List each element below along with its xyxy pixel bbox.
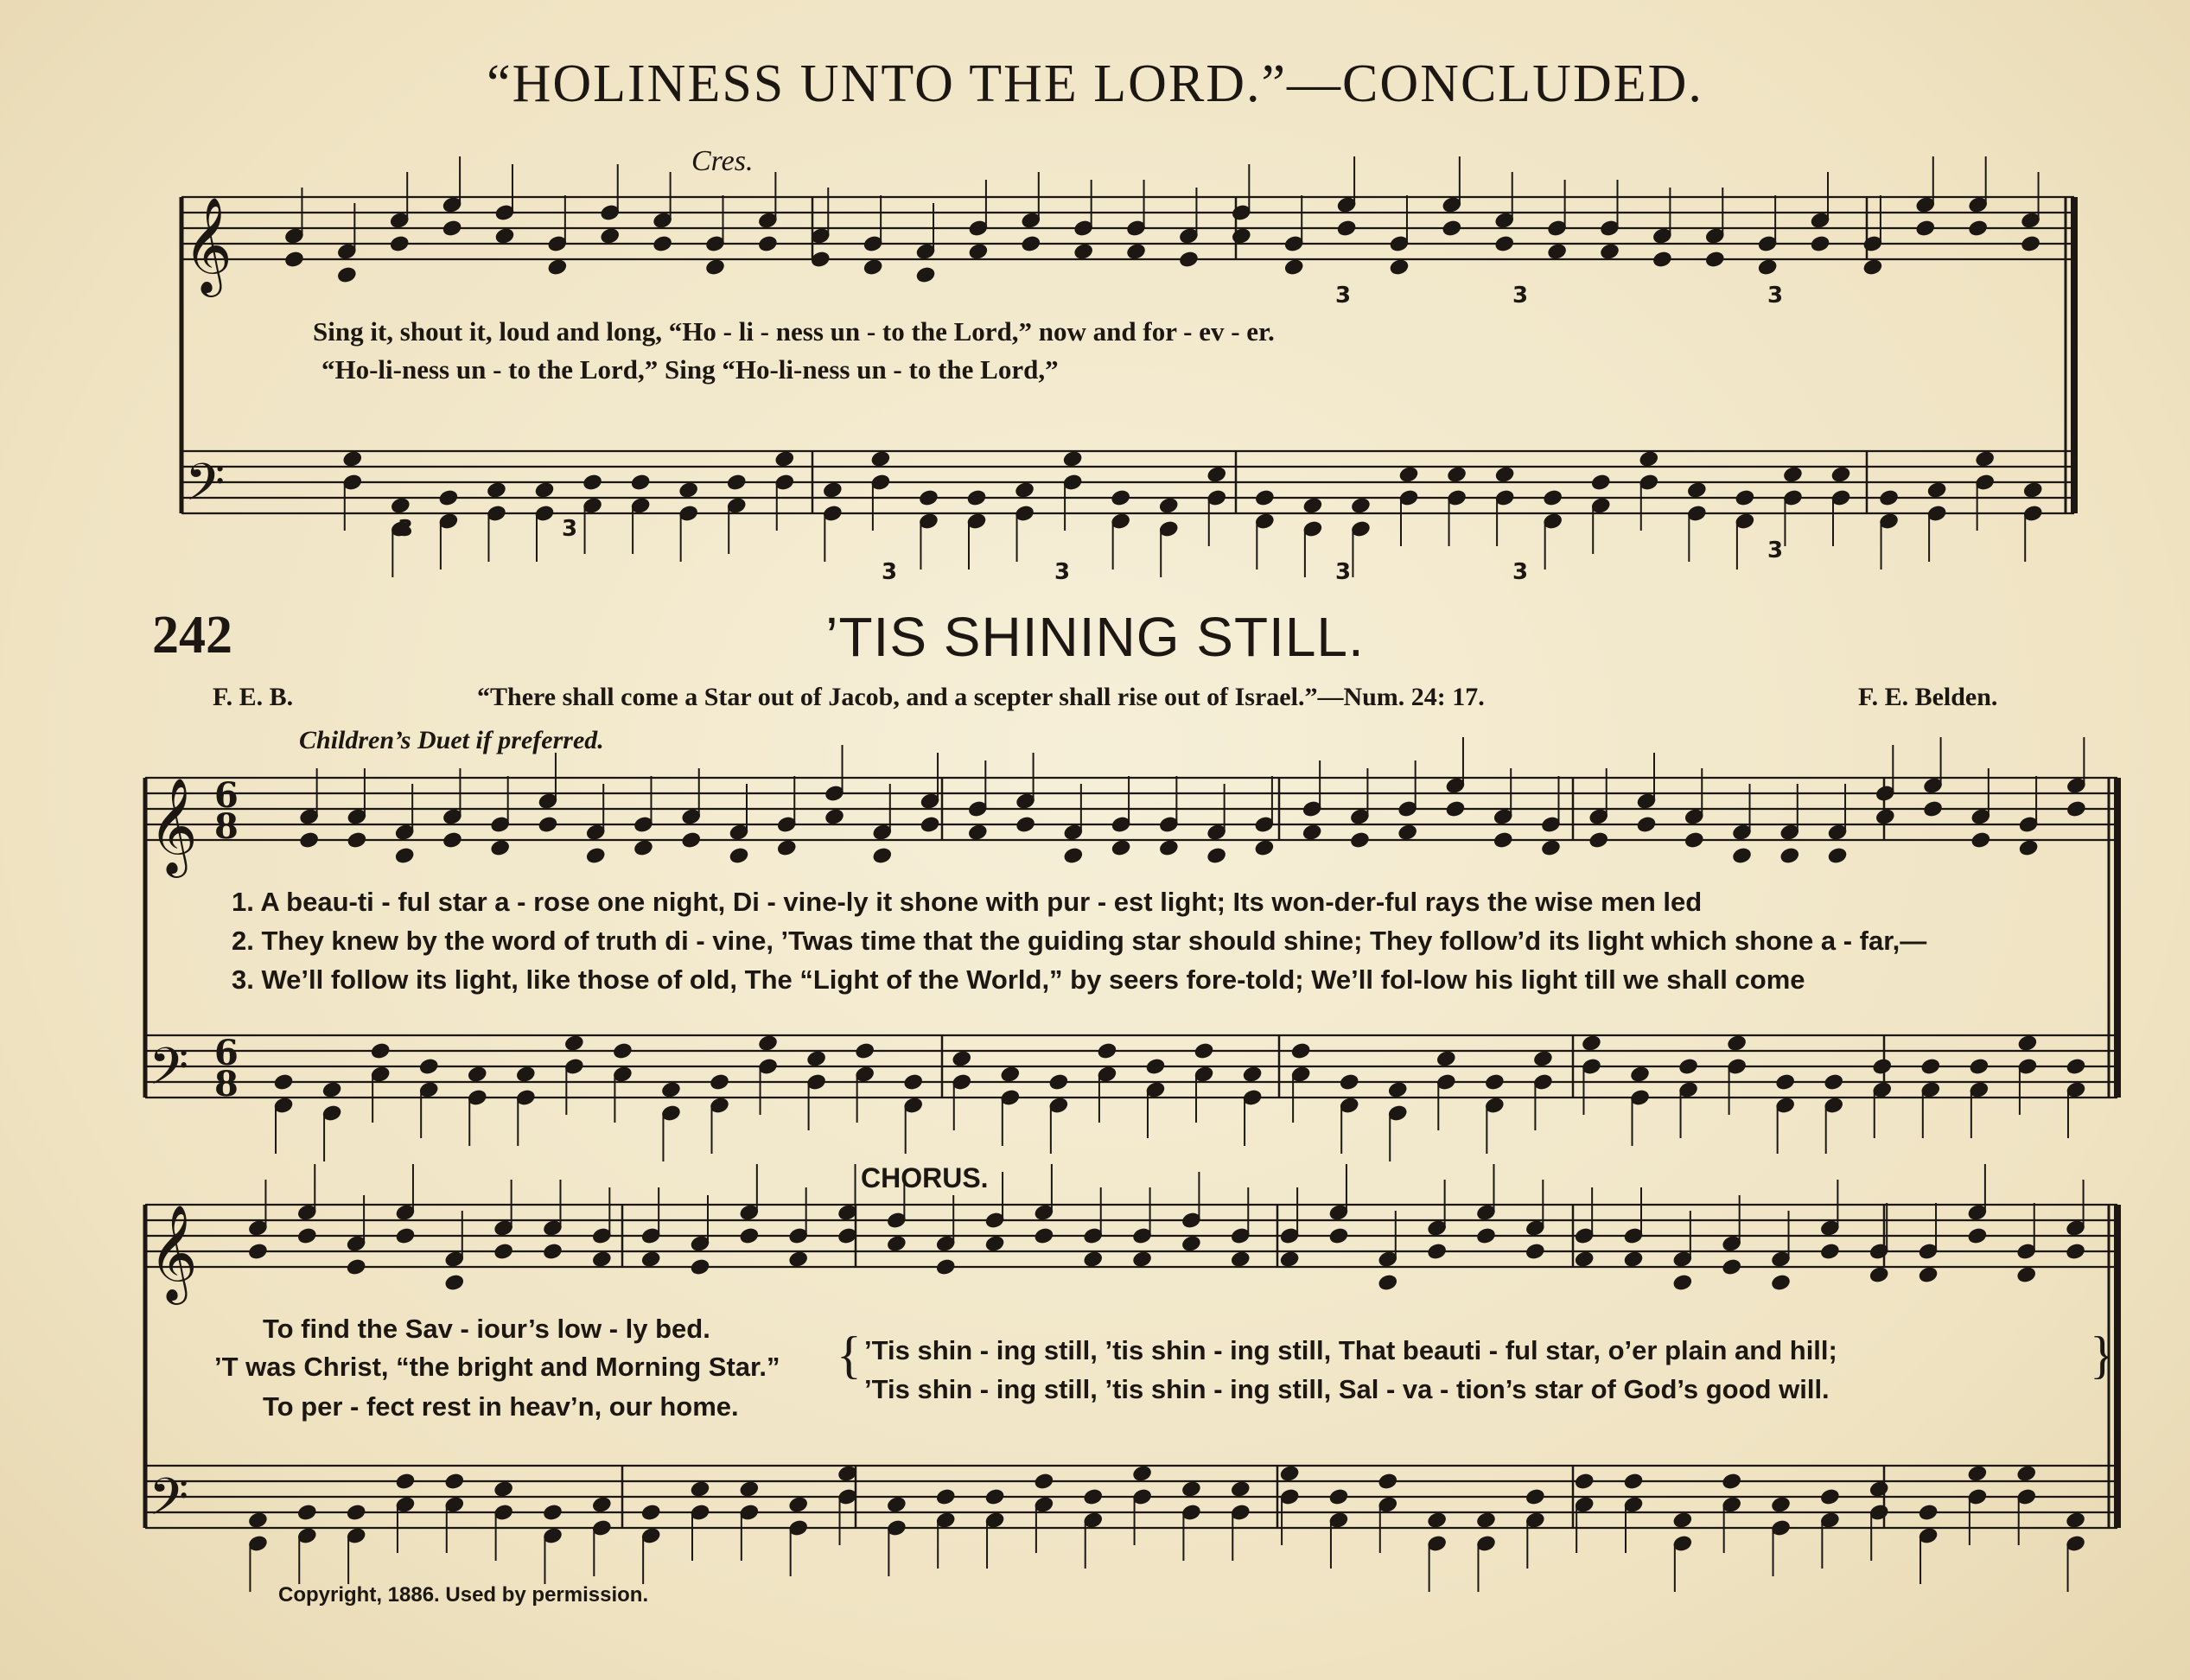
note-head — [1581, 1034, 1601, 1053]
triplet-mark: 3 — [1512, 283, 1529, 309]
note-head — [1543, 489, 1563, 507]
clef-symbol: 𝄢 — [185, 452, 226, 525]
note-head — [1827, 847, 1848, 865]
note-head — [336, 266, 357, 284]
note-head — [1757, 258, 1778, 277]
note-head — [1230, 1480, 1251, 1499]
chorus-line-1: ’Tis shin - ing still, ’tis shin - ing still, That beauti - ful star, o’er plain and hill; — [864, 1335, 1837, 1365]
note-head — [886, 1235, 907, 1253]
hymn-author: F. E. B. — [213, 683, 294, 711]
note-head — [774, 450, 795, 468]
note-head — [1097, 1042, 1117, 1060]
note-head — [1062, 450, 1083, 468]
note-head — [1541, 839, 1562, 857]
note-head — [2066, 1511, 2086, 1530]
note-head — [1722, 1258, 1742, 1276]
note-head — [1771, 1274, 1792, 1292]
note-head — [1254, 489, 1275, 507]
clef-symbol: 𝄞 — [149, 777, 198, 874]
verse-3-line: 3. We’ll follow its light, like those of old, The “Light of the World,” by seers fore-told; We’ll fol-low his light till we shall come — [232, 964, 1805, 995]
note-head — [1771, 1496, 1792, 1514]
note-head — [2066, 1058, 2086, 1076]
note-head — [1132, 1250, 1153, 1269]
note-head — [1547, 243, 1568, 261]
note-head — [1623, 1473, 1644, 1491]
note-head — [690, 1258, 710, 1276]
note-head — [1782, 466, 1803, 484]
note-head — [1732, 847, 1753, 865]
note-head — [442, 220, 462, 238]
triplet-mark: 3 — [1512, 559, 1529, 585]
clef-symbol: 𝄞 — [183, 196, 232, 293]
note-head — [1230, 1250, 1251, 1269]
note-head — [1678, 1058, 1699, 1076]
note-head — [1686, 481, 1707, 500]
note-head — [935, 1258, 956, 1276]
note-head — [1493, 831, 1513, 850]
note-head — [346, 1258, 366, 1276]
note-head — [1869, 1480, 1889, 1499]
note-head — [2018, 839, 2039, 857]
note-head — [493, 1243, 514, 1261]
note-head — [2022, 481, 2043, 500]
note-head — [1476, 1511, 1497, 1530]
note-head — [389, 235, 410, 253]
verse-1-line: 1. A beau-ti - ful star a - rose one night, Di - vine-ly it shone with pur - est light; Its won-der-ful rays the wise men led — [232, 887, 1703, 917]
triplet-mark: 3 — [1767, 283, 1784, 309]
note-head — [1378, 1274, 1398, 1292]
scripture-reference: “There shall come a Star out of Jacob, and a scepter shall rise out of Israel.”—Num. 24: 17. — [477, 683, 1485, 711]
note-head — [1048, 1073, 1069, 1091]
note-head — [1672, 1511, 1693, 1530]
time-signature-bottom: 8 — [214, 806, 239, 847]
note-head — [490, 839, 511, 857]
first-hymn-lyrics-line-1: Sing it, shout it, loud and long, “Ho - li - ness un - to the Lord,” now and for - ev - er. — [313, 316, 1275, 347]
note-head — [296, 1227, 317, 1245]
note-head — [1279, 1465, 1300, 1483]
note-head — [1111, 489, 1131, 507]
time-signature-bottom: 8 — [214, 1064, 239, 1104]
note-head — [984, 1488, 1005, 1506]
note-head — [1181, 1480, 1201, 1499]
note-head — [1073, 243, 1094, 261]
note-head — [299, 831, 320, 850]
note-head — [920, 816, 940, 834]
note-head — [390, 497, 411, 515]
note-head — [534, 481, 555, 500]
note-head — [1967, 1465, 1988, 1483]
note-head — [918, 489, 939, 507]
note-head — [1926, 481, 1947, 500]
note-head — [296, 1504, 317, 1522]
note-head — [855, 1042, 875, 1060]
note-head — [1145, 1058, 1166, 1076]
note-head — [444, 1473, 465, 1491]
note-head — [1872, 1058, 1893, 1076]
triplet-mark: 3 — [882, 559, 898, 585]
note-head — [442, 831, 462, 850]
note-head — [1630, 1066, 1651, 1084]
note-head — [1015, 816, 1036, 834]
triplet-mark: 3 — [398, 516, 414, 542]
note-head — [1194, 1042, 1214, 1060]
note-head — [1398, 466, 1419, 484]
note-head — [1283, 258, 1304, 277]
note-head — [395, 1227, 416, 1245]
triplet-mark: 3 — [1054, 559, 1071, 585]
note-head — [1158, 839, 1179, 857]
verse-2-ending: ’T was Christ, “the bright and Morning Star.” — [214, 1352, 780, 1382]
note-head — [543, 1243, 563, 1261]
note-head — [1672, 1274, 1693, 1292]
note-head — [1830, 466, 1851, 484]
note-head — [1181, 1235, 1201, 1253]
note-head — [1034, 1227, 1054, 1245]
note-head — [1158, 497, 1179, 515]
note-head — [1819, 1243, 1840, 1261]
triplet-mark: 3 — [1335, 559, 1352, 585]
page-title: “HOLINESS UNTO THE LORD.”—CONCLUDED. — [487, 54, 1703, 113]
note-head — [418, 1058, 439, 1076]
note-head — [370, 1042, 391, 1060]
note-head — [1254, 839, 1275, 857]
hymn-number: 242 — [152, 606, 232, 665]
chorus-line-2: ’Tis shin - ing still, ’tis shin - ing still, Sal - va - tion’s star of God’s good will. — [864, 1374, 1830, 1404]
note-head — [776, 839, 797, 857]
note-head — [822, 481, 843, 500]
note-head — [1574, 1250, 1595, 1269]
chorus-brace-right: } — [2090, 1327, 2115, 1384]
note-head — [640, 1250, 661, 1269]
note-head — [1819, 1488, 1840, 1506]
note-head — [612, 1042, 633, 1060]
note-head — [2016, 1266, 2037, 1284]
performance-instruction: Children’s Duet if preferred. — [299, 726, 604, 754]
note-head — [1968, 220, 1989, 238]
note-head — [1000, 1066, 1021, 1084]
note-head — [1083, 1488, 1104, 1506]
note-head — [1349, 831, 1370, 850]
note-head — [1590, 474, 1611, 492]
note-head — [1279, 1250, 1300, 1269]
note-head — [1869, 1266, 1889, 1284]
clef-symbol: 𝄢 — [149, 1036, 189, 1109]
note-head — [1915, 220, 1936, 238]
note-head — [1328, 1227, 1349, 1245]
note-head — [444, 1274, 465, 1292]
note-head — [966, 489, 987, 507]
note-head — [486, 481, 506, 500]
note-head — [1242, 1066, 1263, 1084]
note-head — [1722, 1473, 1742, 1491]
dynamic-marking: Cres. — [691, 145, 754, 177]
note-head — [1879, 489, 1900, 507]
note-head — [1476, 1227, 1497, 1245]
note-head — [1290, 1042, 1311, 1060]
note-head — [1021, 235, 1041, 253]
note-head — [1918, 1266, 1939, 1284]
note-head — [1339, 1073, 1359, 1091]
time-signature-top: 6 — [214, 775, 239, 816]
note-head — [1684, 831, 1704, 850]
note-head — [273, 1073, 294, 1091]
note-head — [583, 474, 603, 492]
first-hymn-lyrics-line-2: “Ho-li-ness un - to the Lord,” Sing “Ho-li-ness un - to the Lord,” — [321, 354, 1059, 385]
note-head — [903, 1073, 924, 1091]
note-head — [870, 450, 891, 468]
note-head — [710, 1073, 730, 1091]
note-head — [547, 258, 568, 277]
note-head — [1735, 489, 1755, 507]
note-head — [1532, 1050, 1553, 1068]
note-head — [1302, 497, 1323, 515]
note-head — [1083, 1250, 1104, 1269]
note-head — [1600, 243, 1620, 261]
note-head — [2066, 1243, 2086, 1261]
note-head — [1975, 450, 1996, 468]
note-head — [1704, 251, 1725, 269]
note-head — [1588, 831, 1609, 850]
note-head — [886, 1496, 907, 1514]
note-head — [1427, 1243, 1448, 1261]
note-head — [515, 1066, 536, 1084]
note-head — [1436, 1050, 1456, 1068]
note-head — [1178, 251, 1199, 269]
note-head — [681, 831, 702, 850]
note-head — [729, 847, 749, 865]
note-head — [1206, 466, 1227, 484]
note-head — [952, 1050, 972, 1068]
note-head — [1387, 1081, 1408, 1099]
note-head — [806, 1050, 827, 1068]
note-head — [247, 1243, 268, 1261]
note-head — [283, 251, 304, 269]
note-head — [1336, 220, 1357, 238]
note-head — [1132, 1465, 1153, 1483]
note-head — [591, 1496, 612, 1514]
note-head — [1494, 466, 1515, 484]
note-head — [1484, 1073, 1505, 1091]
note-head — [1923, 800, 1944, 818]
chorus-brace-left: { — [837, 1327, 862, 1384]
note-head — [347, 831, 367, 850]
note-head — [872, 847, 893, 865]
note-head — [1063, 847, 1084, 865]
note-head — [1652, 251, 1672, 269]
note-head — [678, 481, 699, 500]
note-head — [1969, 1058, 1989, 1076]
note-head — [739, 1227, 760, 1245]
note-head — [1775, 1073, 1796, 1091]
note-head — [342, 450, 363, 468]
note-head — [1862, 258, 1883, 277]
note-head — [967, 824, 988, 842]
note-head — [1920, 1058, 1941, 1076]
time-signature-top: 6 — [214, 1033, 239, 1073]
note-head — [1302, 824, 1322, 842]
note-head — [757, 235, 778, 253]
note-head — [1126, 243, 1147, 261]
triplet-mark: 3 — [1335, 283, 1352, 309]
note-head — [395, 1473, 416, 1491]
note-head — [705, 258, 726, 277]
note-head — [1623, 1250, 1644, 1269]
note-head — [1397, 824, 1418, 842]
note-head — [1389, 258, 1410, 277]
note-head — [739, 1480, 760, 1499]
note-head — [690, 1480, 710, 1499]
note-head — [1442, 220, 1462, 238]
note-head — [1779, 847, 1800, 865]
note-head — [1967, 1227, 1988, 1245]
note-head — [321, 1081, 342, 1099]
note-head — [863, 258, 883, 277]
note-head — [2021, 235, 2041, 253]
note-head — [1636, 816, 1657, 834]
note-head — [1111, 839, 1131, 857]
note-head — [563, 1034, 584, 1053]
note-head — [1015, 481, 1035, 500]
note-head — [1639, 450, 1659, 468]
verse-1-ending: To find the Sav - iour’s low - ly bed. — [263, 1314, 710, 1344]
note-head — [467, 1066, 487, 1084]
note-head — [640, 1504, 661, 1522]
clef-symbol: 𝄞 — [149, 1204, 198, 1301]
note-head — [758, 1034, 779, 1053]
note-head — [438, 489, 459, 507]
note-head — [493, 1480, 514, 1499]
note-head — [968, 243, 989, 261]
note-head — [1918, 1504, 1939, 1522]
note-head — [2017, 1034, 2038, 1053]
note-head — [585, 847, 606, 865]
note-head — [633, 839, 654, 857]
note-head — [1206, 847, 1227, 865]
note-head — [1350, 497, 1371, 515]
triplet-mark: 3 — [1767, 538, 1784, 563]
note-head — [1525, 1488, 1545, 1506]
note-head — [1574, 1473, 1595, 1491]
hymn-title: ’TIS SHINING STILL. — [825, 606, 1365, 668]
chorus-label: CHORUS. — [861, 1162, 989, 1193]
hymn-composer: F. E. Belden. — [1858, 683, 1998, 711]
note-head — [591, 1250, 612, 1269]
clef-symbol: 𝄢 — [149, 1467, 189, 1539]
note-head — [915, 266, 936, 284]
note-head — [788, 1250, 809, 1269]
note-head — [653, 235, 673, 253]
note-head — [1231, 227, 1251, 245]
note-head — [1727, 1034, 1748, 1053]
note-head — [1824, 1073, 1844, 1091]
note-head — [346, 1504, 366, 1522]
copyright-notice: Copyright, 1886. Used by permission. — [278, 1583, 649, 1607]
note-head — [494, 227, 515, 245]
note-head — [630, 474, 651, 492]
note-head — [394, 847, 415, 865]
verse-2-line: 2. They knew by the word of truth di - vine, ’Twas time that the guiding star should shine; They follow’d its light which shone a - far,— — [232, 926, 1927, 956]
note-head — [1328, 1488, 1349, 1506]
note-head — [1447, 466, 1467, 484]
note-head — [1810, 235, 1830, 253]
note-head — [543, 1504, 563, 1522]
note-head — [1034, 1473, 1054, 1491]
triplet-mark: 3 — [562, 516, 578, 542]
note-head — [935, 1488, 956, 1506]
note-head — [1427, 1511, 1448, 1530]
note-head — [247, 1511, 268, 1530]
note-head — [1445, 800, 1466, 818]
note-head — [1875, 808, 1895, 826]
note-head — [1378, 1473, 1398, 1491]
note-head — [2016, 1465, 2037, 1483]
note-head — [538, 816, 558, 834]
note-head — [824, 808, 845, 826]
note-head — [1970, 831, 1991, 850]
note-head — [2066, 800, 2086, 818]
verse-3-ending: To per - fect rest in heav’n, our home. — [263, 1391, 739, 1422]
note-head — [788, 1496, 809, 1514]
note-head — [726, 474, 747, 492]
note-head — [660, 1081, 681, 1099]
note-head — [1525, 1243, 1545, 1261]
note-head — [984, 1235, 1005, 1253]
note-head — [600, 227, 621, 245]
note-head — [1494, 235, 1515, 253]
